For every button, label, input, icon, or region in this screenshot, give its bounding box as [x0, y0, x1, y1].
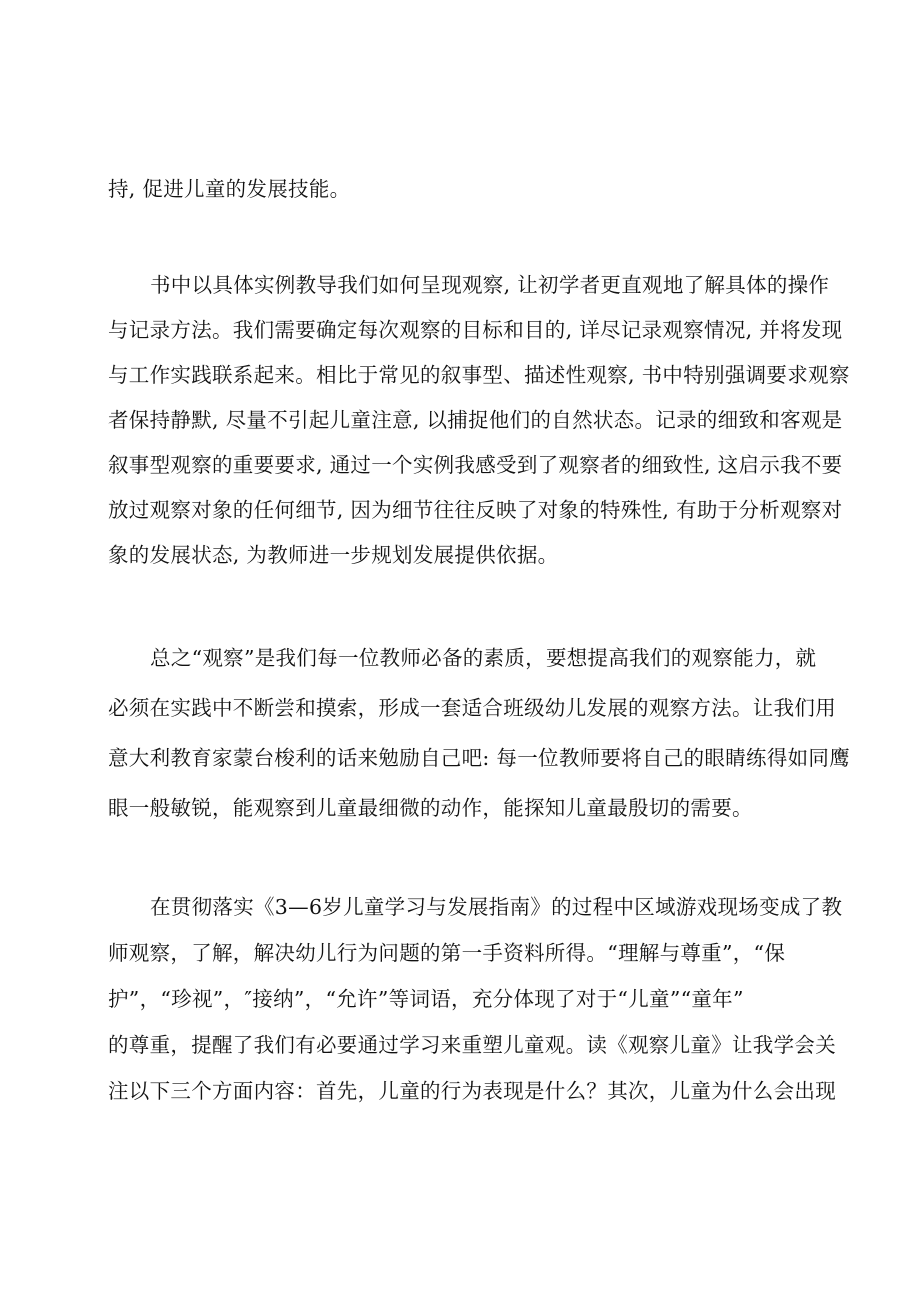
paragraph-4-line-1: 在贯彻落实《3—6岁儿童学习与发展指南》的过程中区域游戏现场变成了教 — [150, 895, 843, 919]
paragraph-2-line-1: 书中以具体实例教导我们如何呈现观察, 让初学者更直观地了解具体的操作 — [150, 273, 830, 297]
paragraph-3-line-3: 意大利教育家蒙台梭利的话来勉励自己吧: 每一位教师要将自己的眼睛练得如同鹰 — [108, 746, 851, 770]
paragraph-2-line-6: 放过观察对象的任何细节, 因为细节往往反映了对象的特殊性, 有助于分析观察对 — [108, 498, 843, 522]
paragraph-2-line-7: 象的发展状态, 为教师进一步规划发展提供依据。 — [108, 543, 559, 567]
paragraph-2-line-5: 叙事型观察的重要要求, 通过一个实例我感受到了观察者的细致性, 这启示我不要 — [108, 453, 843, 477]
paragraph-4-line-5: 注以下三个方面内容：首先，儿童的行为表现是什么？其次，儿童为什么会出现 — [108, 1079, 836, 1103]
paragraph-2-line-2: 与记录方法。我们需要确定每次观察的目标和目的, 详尽记录观察情况, 并将发现 — [108, 318, 843, 342]
paragraph-3-line-4: 眼一般敏锐，能观察到儿童最细微的动作，能探知儿童最殷切的需要。 — [108, 796, 753, 820]
paragraph-3-line-2: 必须在实践中不断尝和摸索，形成一套适合班级幼儿发展的观察方法。让我们用 — [108, 696, 836, 720]
paragraph-2-line-3: 与工作实践联系起来。相比于常见的叙事型、描述性观察, 书中特别强调要求观察 — [108, 363, 850, 387]
paragraph-1-line-1: 持, 促进儿童的发展技能。 — [108, 177, 351, 201]
paragraph-4-line-4: 的尊重，提醒了我们有必要通过学习来重塑儿童观。读《观察儿童》让我学会关 — [108, 1033, 836, 1057]
paragraph-3-line-1: 总之“观察”是我们每一位教师必备的素质，要想提高我们的观察能力，就 — [150, 646, 817, 670]
paragraph-2-line-4: 者保持静默, 尽量不引起儿童注意, 以捕捉他们的自然状态。记录的细致和客观是 — [108, 408, 843, 432]
paragraph-4-line-2: 师观察，了解，解决幼儿行为问题的第一手资料所得。“理解与尊重”，“保 — [108, 941, 786, 965]
paragraph-4-line-3: 护”，“珍视”，″接纳”，“允许”等词语，充分体现了对于“儿童”“童年” — [108, 987, 744, 1011]
